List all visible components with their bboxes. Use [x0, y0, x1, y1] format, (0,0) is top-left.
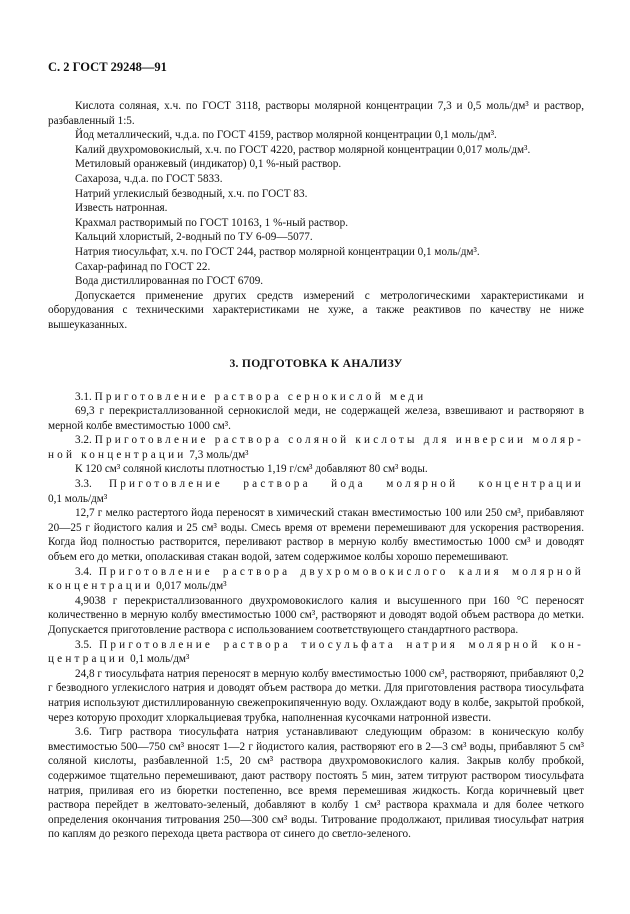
clause-heading-text: Приготовление раствора тиосульфата натрия молярной кон- [99, 638, 585, 651]
clause-heading-text: концентрации [48, 580, 154, 593]
reagent-item: Йод металлический, ч.д.а. по ГОСТ 4159, раствор молярной концентрации 0,1 моль/дм³. [75, 129, 497, 142]
clause-heading-text: центрации [48, 653, 128, 666]
clause-3-3-body: 12,7 г мелко растертого йода переносят в химический стакан вместимостью 100 или 250 см³, прибавляют 20—25 г йодистого калия и 25 см³ воды. Смесь время от времени перемешивают для ускорения растворения. Когда йод полностью растворится, переливают раствор в мерную колбу вместимостью 1000 см³ и доводят объем его до метки, ополаскивая стакан водой, затем содержимое колбы хорошо перемешивают. [48, 507, 584, 564]
clause-3-1-heading [48, 390, 584, 405]
clause-heading-text: Приготовление раствора двухромовокислого калия молярной [98, 565, 584, 578]
clause-3-4-heading [48, 565, 584, 580]
section-title: 3. ПОДГОТОВКА К АНАЛИЗУ [229, 356, 403, 370]
clause-3-5-heading [48, 638, 584, 653]
clause-heading-text: Приготовление раствора соляной кислоты для инверсии моляр- [94, 434, 585, 447]
clause-number: 3.3. [75, 478, 92, 491]
reagent-item: Калий двухромовокислый, х.ч. по ГОСТ 4220, раствор молярной концентрации 0,017 моль/дм³. [75, 143, 531, 156]
clause-3-5-body: 24,8 г тиосульфата натрия переносят в мерную колбу вместимостью 1000 см³, растворяют, прибавляют 0,2 г безводного углекислого натрия и доводят объем раствора до метки. Для приготовления раствора тиосульфата натрия используют дистиллированную свежепрокипяченную воду. Охлаждают воду в колбе, закрытой пробкой, через которую проходит хлоркальциевая трубка, наполненная кусочками натронной извести. [48, 667, 584, 724]
clause-concentration: 0,017 моль/дм³ [156, 580, 227, 593]
clause-concentration: 7,3 моль/дм³ [189, 448, 249, 461]
clause-3-1-body: 69,3 г перекристаллизованной сернокислой меди, не содержащей железа, взвешивают и растворяют в мерной колбе вместимостью 1000 см³. [48, 405, 584, 432]
clause-heading-text: ной концентрации [48, 448, 187, 461]
clause-3-4-body: 4,9038 г перекристаллизованного двухромовокислого калия и высушенного при 160 °С переносят количественно в мерную колбу вместимостью 1000 см³, растворяют и доводят водой объем раствора до метки. Допускается приготовление раствора с использованием соответствующего стандартного раствора. [48, 594, 584, 636]
reagent-list [48, 99, 584, 333]
reagent-item: Кислота соляная, х.ч. по ГОСТ 3118, растворы молярной концентрации 7,3 и 0,5 моль/дм³ и раствор, разбавленный 1:5. [48, 100, 584, 127]
clause-3-2-heading [48, 433, 584, 448]
reagent-item: Сахар-рафинад по ГОСТ 22. [75, 260, 211, 273]
clause-3-3-concentration: 0,1 моль/дм³ [48, 492, 108, 505]
reagent-item: Вода дистиллированная по ГОСТ 6709. [75, 275, 264, 288]
clause-number: 3.5. [75, 638, 92, 651]
document-page [48, 60, 584, 842]
reagent-item: Сахароза, ч.д.а. по ГОСТ 5833. [75, 172, 223, 185]
clause-3-3-heading [48, 477, 584, 492]
clause-3-2-heading-cont [48, 448, 584, 463]
reagent-item: Натрий углекислый безводный, х.ч. по ГОСТ 83. [75, 187, 308, 200]
clause-3-6-body: 3.6. Тигр раствора тиосульфата натрия устанавливают следующим образом: в коническую колбу вместимостью 500—750 см³ вносят 1—2 г йодистого калия, растворяют его в 2—3 см³ воды, прибавляют 5 см³ соляной кислоты, разбавленной 1:5, 20 см³ раствора двухромовокислого калия. Закрыв колбу пробкой, содержимое тщательно перемешивают, дают раствору постоять 5 мин, затем титруют раствором тиосульфата натрия, приливая его из бюретки постепенно, все время перемешивая жидкость. Когда коричневый цвет раствора перейдет в желтовато-зеленый, добавляют в колбу 1 см³ раствора крахмала и для более четкого определения окончания титрования 250—300 см³ воды. Титрование продолжают, приливая тиосульфат натрия по каплям до резкого перехода цвета раствора от синего до светло-зеленого. [48, 726, 584, 841]
clause-number: 3.1. [75, 390, 92, 403]
clause-number: 3.4. [75, 565, 92, 578]
clause-heading-text: Приготовление раствора сернокислой меди [94, 390, 427, 403]
reagent-item: Известь натронная. [75, 202, 168, 215]
permission-note: Допускается применение других средств измерений с метрологическими характеристиками и оборудования с техническими характеристиками не хуже, а также реактивов по качеству не ниже вышеуказанных. [48, 289, 584, 331]
reagent-item: Кальций хлористый, 2-водный по ТУ 6-09—5077. [75, 231, 313, 244]
clause-heading-text: Приготовление раствора йода молярной концентрации [108, 478, 584, 491]
clause-3-2-body: К 120 см³ соляной кислоты плотностью 1,19 г/см³ добавляют 80 см³ воды. [75, 463, 428, 476]
clause-concentration: 0,1 моль/дм³ [130, 653, 190, 666]
clause-3-4-heading-cont [48, 579, 584, 594]
page-header: С. 2 ГОСТ 29248—91 [48, 60, 167, 74]
reagent-item: Натрия тиосульфат, х.ч. по ГОСТ 244, раствор молярной концентрации 0,1 моль/дм³. [75, 245, 480, 258]
clause-3-5-heading-cont [48, 652, 584, 667]
reagent-item: Крахмал растворимый по ГОСТ 10163, 1 %-ный раствор. [75, 216, 349, 229]
reagent-item: Метиловый оранжевый (индикатор) 0,1 %-ный раствор. [75, 158, 342, 171]
clause-number: 3.2. [75, 434, 92, 447]
